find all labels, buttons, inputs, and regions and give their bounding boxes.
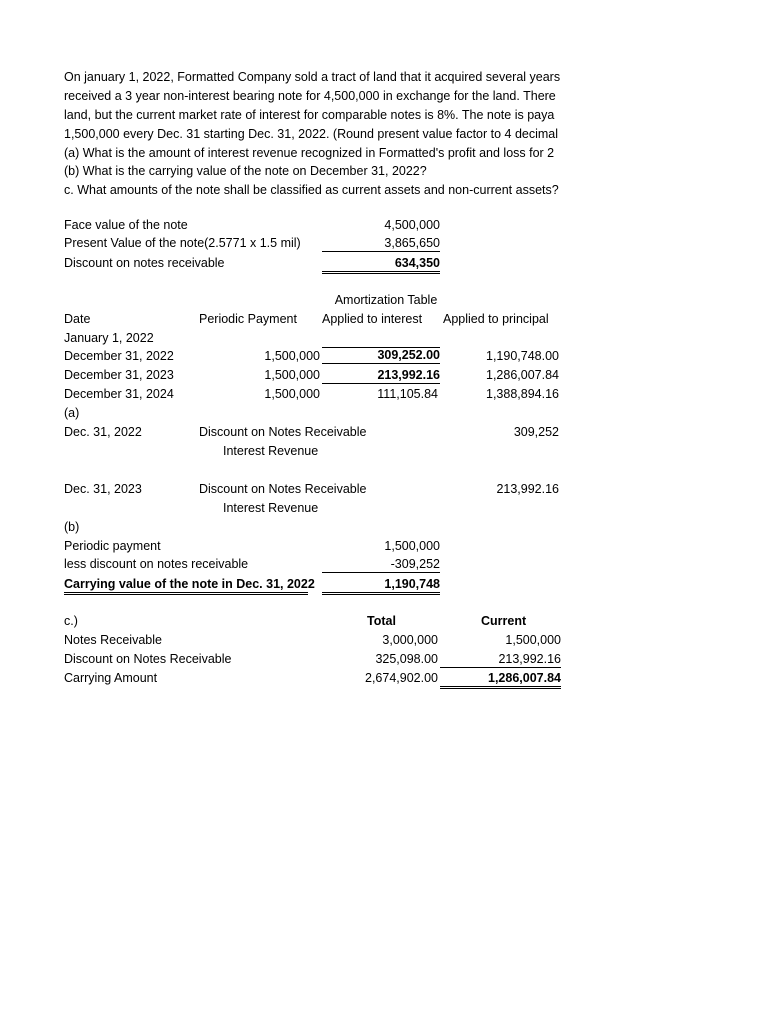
less-discount-label: less discount on notes receivable xyxy=(64,557,249,571)
present-value-label: Present Value of the note(2.5771 x 1.5 mil) xyxy=(64,236,301,250)
problem-line: 1,500,000 every Dec. 31 starting Dec. 31, 2022. (Round present value factor to 4 decimal xyxy=(64,127,559,141)
periodic-payment-label: Periodic payment xyxy=(64,539,161,553)
entry-credit-account: Interest Revenue xyxy=(223,501,319,515)
entry-date: Dec. 31, 2022 xyxy=(64,425,142,439)
row-date: December 31, 2022 xyxy=(64,349,174,363)
carrying-value: 1,190,748 xyxy=(322,577,440,595)
row-date: December 31, 2024 xyxy=(64,387,174,401)
part-a-label: (a) xyxy=(64,406,80,420)
amortization-title: Amortization Table xyxy=(334,293,438,307)
entry-date: Dec. 31, 2023 xyxy=(64,482,142,496)
notes-receivable-current: 1,500,000 xyxy=(505,633,561,647)
row-interest: 111,105.84 xyxy=(377,387,438,401)
discount-value: 634,350 xyxy=(322,256,440,274)
notes-receivable-total: 3,000,000 xyxy=(382,633,438,647)
problem-line: land, but the current market rate of interest for comparable notes is 8%. The note is paya xyxy=(64,108,555,122)
periodic-payment-value: 1,500,000 xyxy=(384,539,440,553)
row-payment: 1,500,000 xyxy=(264,368,320,382)
part-c-label: c.) xyxy=(64,614,78,628)
problem-line: c. What amounts of the note shall be classified as current assets and non-current assets? xyxy=(64,183,559,197)
notes-receivable-label: Notes Receivable xyxy=(64,633,162,647)
less-discount-value: -309,252 xyxy=(322,557,440,573)
row-date: December 31, 2023 xyxy=(64,368,174,382)
discount-notes-label: Discount on Notes Receivable xyxy=(64,652,232,666)
row-payment: 1,500,000 xyxy=(264,349,320,363)
total-header: Total xyxy=(367,614,396,628)
discount-notes-total: 325,098.00 xyxy=(375,652,438,666)
discount-label: Discount on notes receivable xyxy=(64,256,225,270)
carrying-amount-current: 1,286,007.84 xyxy=(440,671,561,689)
problem-line: received a 3 year non-interest bearing note for 4,500,000 in exchange for the land. There xyxy=(64,89,556,103)
row-principal: 1,388,894.16 xyxy=(486,387,559,401)
row-principal: 1,190,748.00 xyxy=(486,349,559,363)
header-date: Date xyxy=(64,312,91,326)
face-value: 4,500,000 xyxy=(384,218,440,232)
discount-notes-current: 213,992.16 xyxy=(440,652,561,668)
entry-debit-account: Discount on Notes Receivable xyxy=(199,482,367,496)
carrying-value-label: Carrying value of the note in Dec. 31, 2022 xyxy=(64,577,308,595)
row-date: January 1, 2022 xyxy=(64,331,154,345)
row-interest: 309,252.00 xyxy=(322,347,440,364)
carrying-amount-label: Carrying Amount xyxy=(64,671,158,685)
row-payment: 1,500,000 xyxy=(264,387,320,401)
current-header: Current xyxy=(481,614,527,628)
carrying-amount-total: 2,674,902.00 xyxy=(365,671,438,685)
row-interest: 213,992.16 xyxy=(322,368,440,384)
face-value-label: Face value of the note xyxy=(64,218,188,232)
header-principal: Applied to principal xyxy=(443,312,549,326)
problem-line: On january 1, 2022, Formatted Company sold a tract of land that it acquired several years xyxy=(64,70,561,84)
part-b-label: (b) xyxy=(64,520,80,534)
problem-line: (a) What is the amount of interest revenue recognized in Formatted's profit and loss for 2 xyxy=(64,146,555,160)
entry-amount: 309,252 xyxy=(513,425,559,439)
header-interest: Applied to interest xyxy=(322,312,423,326)
entry-amount: 213,992.16 xyxy=(496,482,559,496)
row-principal: 1,286,007.84 xyxy=(486,368,559,382)
entry-debit-account: Discount on Notes Receivable xyxy=(199,425,367,439)
entry-credit-account: Interest Revenue xyxy=(223,444,319,458)
header-payment: Periodic Payment xyxy=(199,312,297,326)
present-value: 3,865,650 xyxy=(322,236,440,252)
problem-line: (b) What is the carrying value of the note on December 31, 2022? xyxy=(64,164,427,178)
